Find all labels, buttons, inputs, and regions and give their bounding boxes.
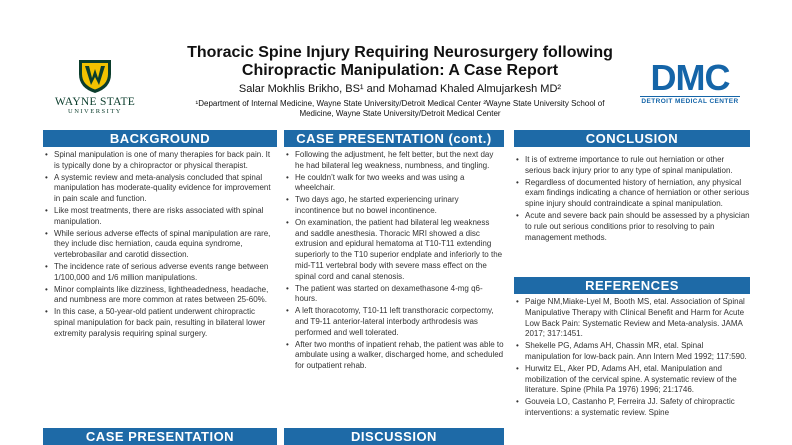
list-item: • In this case, a 50-year-old patient underwent chiropractic spinal manipulation for back pain, resulting in bilateral lower extremity paralysis requiring spinal surgery.	[54, 307, 277, 339]
list-item: • Two days ago, he started experiencing urinary incontinence but no bowel incontinence.	[295, 195, 504, 217]
list-item: • Spinal manipulation is one of many therapies for back pain. It is typically done by a chiropractor or physical therapist.	[54, 150, 277, 172]
background-section	[43, 130, 277, 341]
discussion-heading: DISCUSSION	[284, 428, 504, 445]
list-item: • Regardless of documented history of herniation, any physical exam findings indicating a chance of herniation or other serious spine injury should contraindicate a spinal manipulation.	[525, 178, 750, 210]
list-item: • While serious adverse effects of spinal manipulation are rare, they include disc herniation, cauda equina syndrome, vertebrobasilar and carotid dissection.	[54, 229, 277, 261]
background-list	[43, 150, 277, 340]
list-item: • He couldn’t walk for two weeks and was using a wheelchair.	[295, 173, 504, 195]
list-item: • Following the adjustment, he felt better, but the next day he had bilateral leg weakness, numbness, and tingling.	[295, 150, 504, 172]
dmc-logo	[640, 57, 740, 110]
list-item: • A left thoracotomy, T10-11 left transthoracic corpectomy, and T9-11 anterior-lateral interbody arthrodesis was performed and well tolerated.	[295, 306, 504, 338]
case-presentation-section	[43, 428, 277, 445]
list-item: • It is of extreme importance to rule out herniation or other serious back injury prior to any type of spinal manipulation.	[525, 155, 750, 177]
wayne-state-shield-icon	[75, 58, 115, 94]
affiliations	[160, 99, 640, 119]
affiliation-line-1: ¹Department of Internal Medicine, Wayne State University/Detroit Medical Center ²Wayne State University School of	[195, 99, 605, 108]
list-item: • After two months of inpatient rehab, the patient was able to ambulate using a walker, discharged home, and scheduled for outpatient rehab.	[295, 340, 504, 372]
case-cont-list	[284, 150, 504, 372]
list-item: • The incidence rate of serious adverse events range between 1/100,000 and 1/6 million manipulations.	[54, 262, 277, 284]
case-presentation-heading: CASE PRESENTATION	[43, 428, 277, 445]
conclusion-list	[514, 155, 750, 243]
wayne-state-sub: UNIVERSITY	[68, 108, 122, 115]
wayne-state-name: WAYNE STATE	[54, 96, 136, 108]
poster-title	[150, 44, 650, 80]
list-item: • The patient was started on dexamethasone 4-mg q6-hours.	[295, 284, 504, 306]
list-item: • Paige NM,Miake-Lyel M, Booth MS, etal. Association of Spinal Manipulative Therapy with Clinical Benefit and Harm for Acute Low Back Pain: Systematic Review and Meta-analysis. JAMA 2017; 317:1451.	[525, 297, 750, 340]
list-item: • Shekelle PG, Adams AH, Chassin MR, etal. Spinal manipulation for low-back pain. Ann Intern Med 1992; 117:590.	[525, 341, 750, 363]
authors: Salar Mokhlis Brikho, BS¹ and Mohamad Khaled Almujarkesh MD²	[238, 83, 562, 95]
references-section	[514, 277, 750, 445]
title-line-2: Chiropractic Manipulation: A Case Report	[241, 62, 559, 79]
list-item: • On examination, the patient had bilateral leg weakness and saddle anesthesia. Thoracic MRI showed a disc extrusion and epidural hematoma at T10-T11 extending superiorly to the T10 superior endplate and inferiorly to the mid-T11 vertebral body with severe mass effect on the spinal cord and canal stenosis.	[295, 218, 504, 283]
case-cont-heading: CASE PRESENTATION (cont.)	[284, 130, 504, 147]
title-line-1: Thoracic Spine Injury Requiring Neurosurgery following	[187, 44, 613, 61]
list-item: • A systemic review and meta-analysis concluded that spinal manipulation has moderate-quality evidence for improvement in pain scale and function.	[54, 173, 277, 205]
conclusion-section	[514, 130, 750, 244]
case-cont-section	[284, 130, 504, 373]
background-heading: BACKGROUND	[43, 130, 277, 147]
conclusion-heading: CONCLUSION	[514, 130, 750, 147]
list-item: • Like most treatments, there are risks associated with spinal manipulation.	[54, 206, 277, 228]
dmc-sub: DETROIT MEDICAL CENTER	[641, 98, 739, 105]
list-item: • Hurwitz EL, Aker PD, Adams AH, etal. Manipulation and mobilization of the cervical spine. A systematic review of the literature. Spine (Phila Pa 1976) 1996; 21:1746.	[525, 364, 750, 396]
discussion-section	[284, 428, 504, 445]
list-item: • Acute and severe back pain should be assessed by a physician to rule out serious conditions prior to resolving to pain management methods.	[525, 211, 750, 243]
references-list	[514, 297, 750, 419]
list-item: • Minor complaints like dizziness, lightheadedness, headache, and numbness are more common at rates between 25-60%.	[54, 285, 277, 307]
list-item: • Gouveia LO, Castanho P, Ferreira JJ. Safety of chiropractic interventions: a systematic review. Spine	[525, 397, 750, 419]
affiliation-line-2: Medicine, Wayne State University/Detroit Medical Center	[299, 109, 501, 118]
dmc-name: DMC	[650, 57, 730, 98]
wayne-state-logo	[40, 58, 150, 124]
references-heading: REFERENCES	[514, 277, 750, 294]
